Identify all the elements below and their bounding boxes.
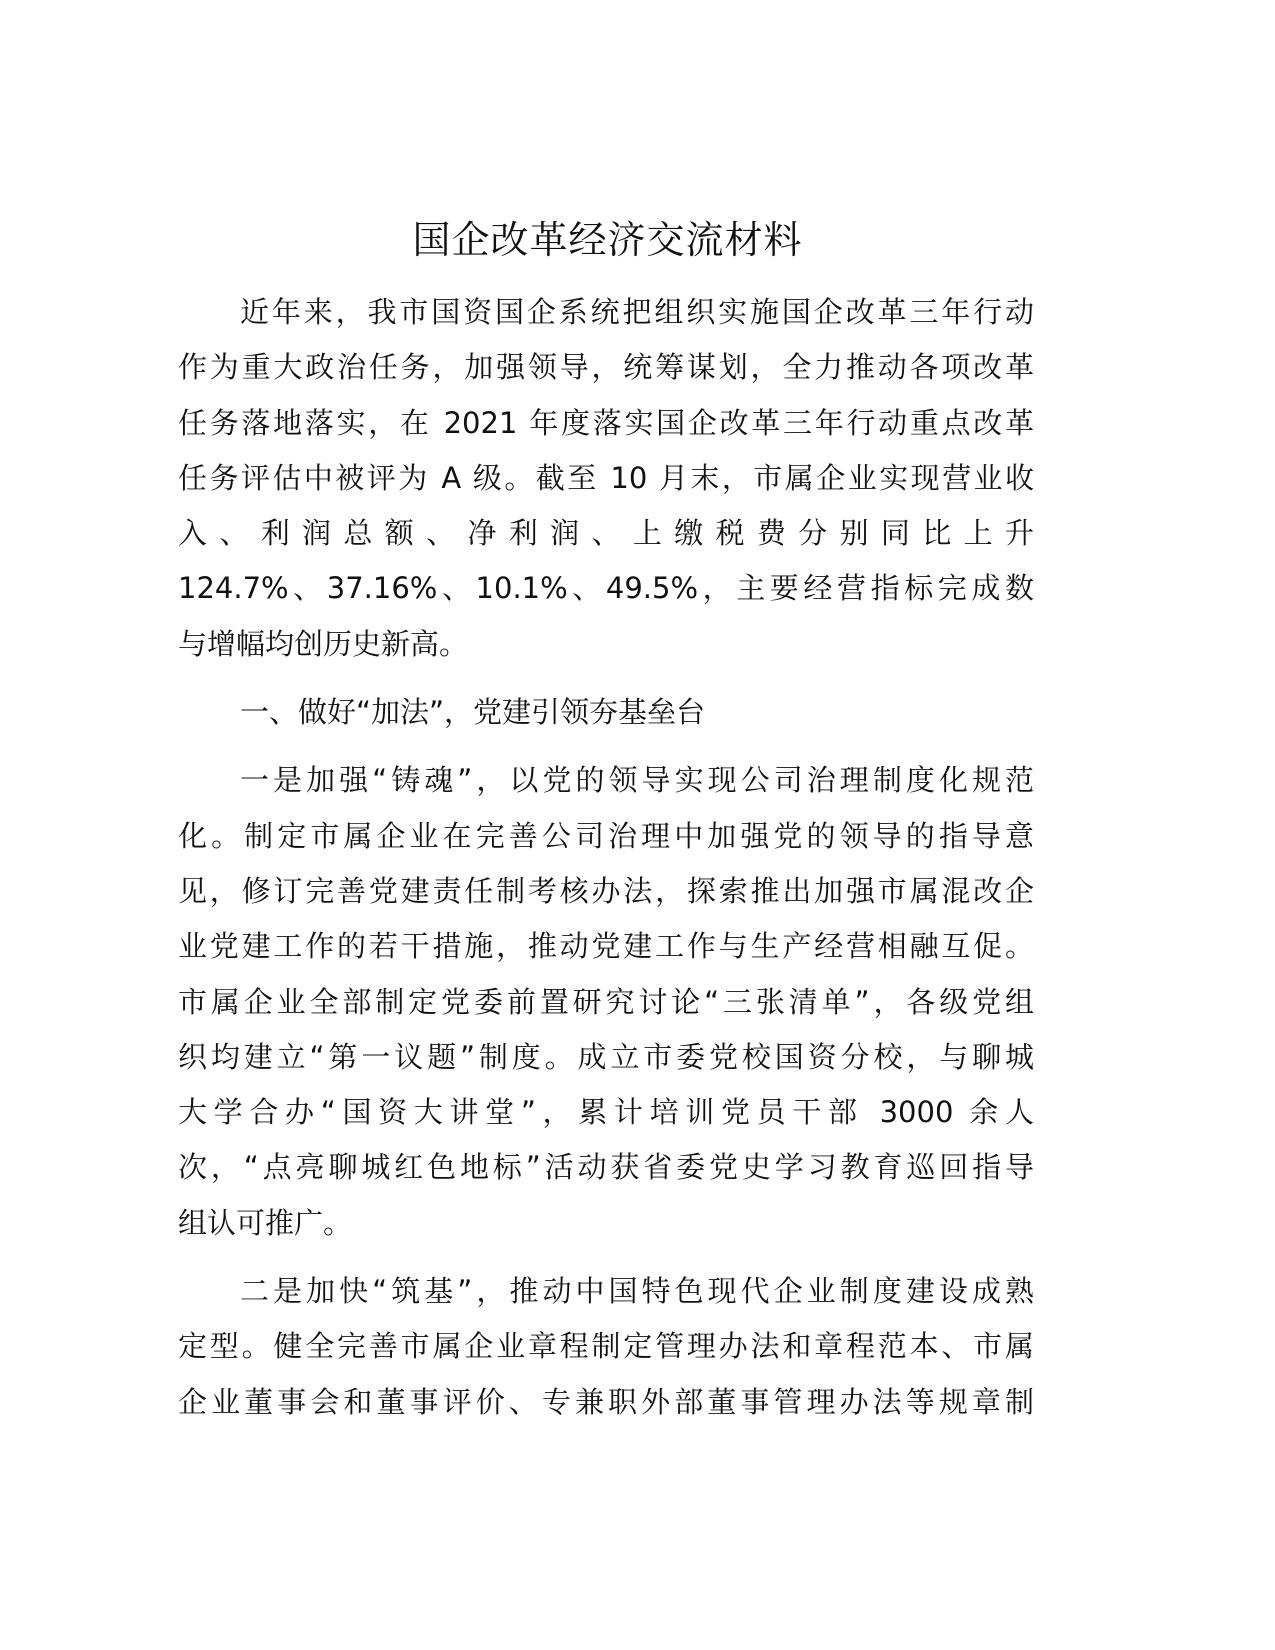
text-line: 任务落地落实，在 2021 年度落实国企改革三年行动重点改革 bbox=[178, 405, 1034, 440]
text-line: 124.7%、37.16%、10.1%、49.5%，主要经营指标完成数 bbox=[178, 571, 1034, 606]
text-line: 作为重大政治任务，加强领导，统筹谋划，全力推动各项改革 bbox=[178, 350, 1034, 385]
text-line: 次，“点亮聊城红色地标”活动获省委党史学习教育巡回指导 bbox=[178, 1150, 1034, 1185]
text-line: 企业董事会和董事评价、专兼职外部董事管理办法等规章制 bbox=[178, 1384, 1034, 1419]
text-line: 定型。健全完善市属企业章程制定管理办法和章程范本、市属 bbox=[178, 1329, 1034, 1364]
text-line: 业党建工作的若干措施，推动党建工作与生产经营相融互促。 bbox=[178, 929, 1034, 964]
text-line: 化。制定市属企业在完善公司治理中加强党的领导的指导意 bbox=[178, 818, 1034, 853]
text-line: 任务评估中被评为 A 级。截至 10 月末，市属企业实现营业收 bbox=[178, 460, 1034, 495]
document-title: 国企改革经济交流材料 bbox=[412, 218, 803, 262]
document-body bbox=[178, 285, 1034, 1443]
text-line: 市属企业全部制定党委前置研究讨论“三张清单”，各级党组 bbox=[178, 984, 1034, 1019]
text-line: 组认可推广。 bbox=[178, 1205, 353, 1240]
paragraph-foundation bbox=[178, 1264, 1034, 1430]
text-line: 与增幅均创历史新高。 bbox=[178, 626, 469, 661]
section-heading bbox=[178, 685, 1034, 740]
text-line: 大学合办“国资大讲堂”，累计培训党员干部 3000 余人 bbox=[178, 1095, 1034, 1130]
text-line: 见，修订完善党建责任制考核办法，探索推出加强市属混改企 bbox=[178, 873, 1034, 908]
text-line: 二是加快“筑基”，推动中国特色现代企业制度建设成熟 bbox=[240, 1274, 1034, 1309]
text-line: 近年来，我市国资国企系统把组织实施国企改革三年行动 bbox=[240, 295, 1034, 329]
text-line: 一是加强“铸魂”，以党的领导实现公司治理制度化规范 bbox=[240, 763, 1034, 798]
text-line: 织均建立“第一议题”制度。成立市委党校国资分校，与聊城 bbox=[178, 1039, 1034, 1074]
heading-line: 一、做好“加法”，党建引领夯基垒台 bbox=[240, 695, 706, 730]
text-line: 入、利润总额、净利润、上缴税费分别同比上升 bbox=[178, 516, 1034, 551]
paragraph-soul bbox=[178, 753, 1034, 1251]
paragraph-intro bbox=[178, 285, 1034, 672]
